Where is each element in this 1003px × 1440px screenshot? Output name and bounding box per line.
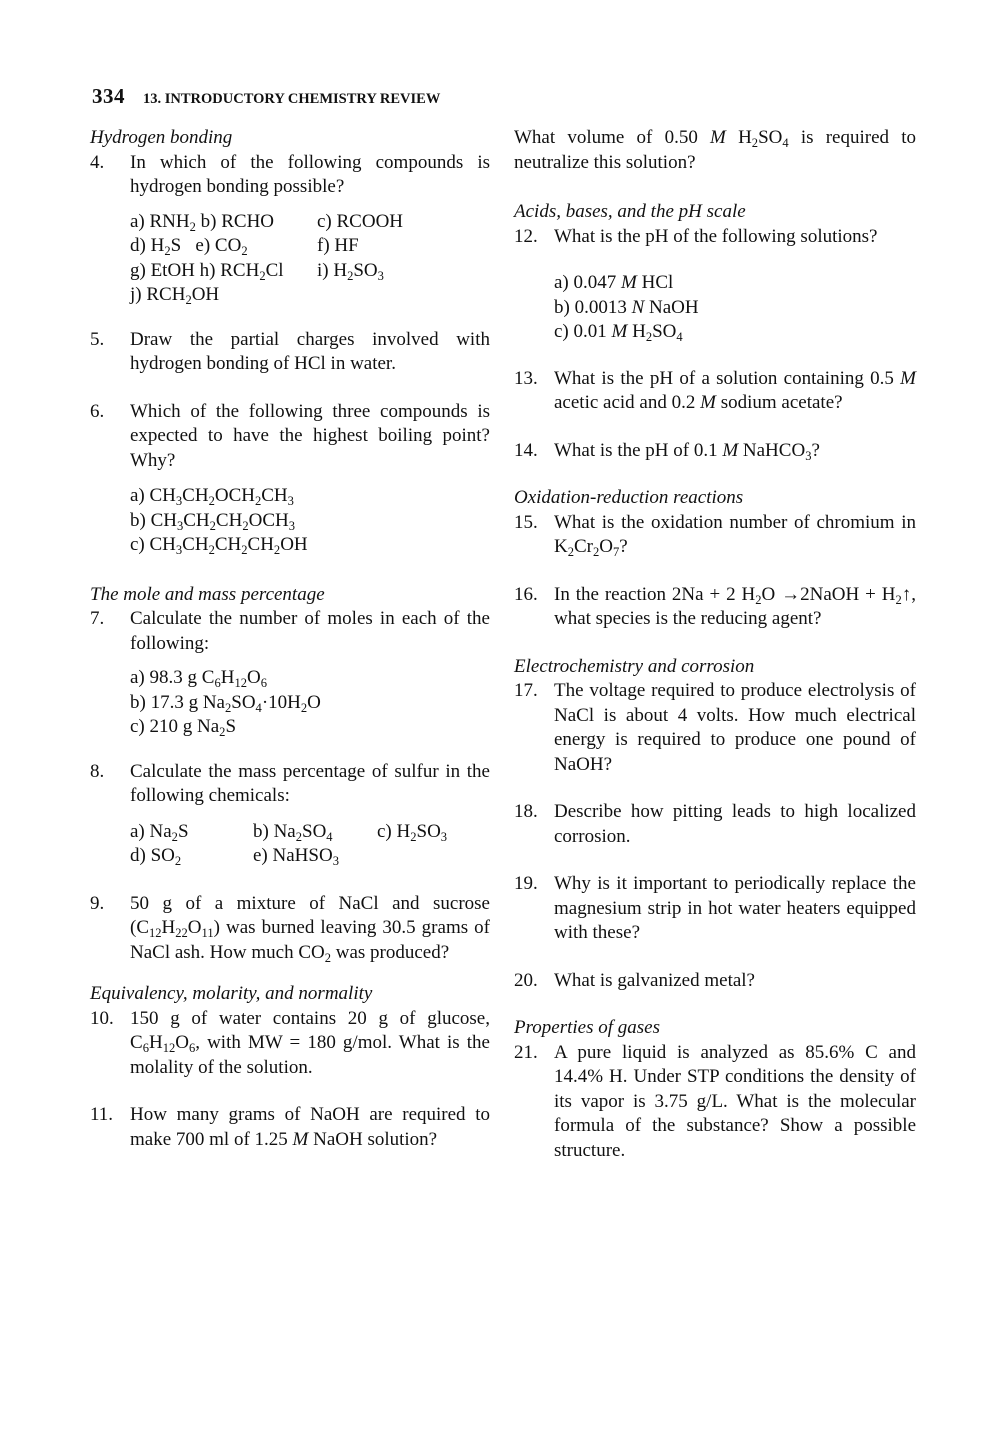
section-heading: Hydrogen bonding <box>90 127 233 148</box>
question-7-options: a) 98.3 g $C_6H_{12}O_6$ b) 17.3 g $Na_2SO_4\cdot 10H_2O$ c) 210 g $Na_2S$ <box>130 667 321 739</box>
question-text: What is the pH of the following solutions? <box>554 225 878 247</box>
question-15: 15. What is the oxidation number of chromium in $K_2Cr_2O_7$? <box>514 511 916 559</box>
question-text: What is the pH of a solution containing 0.5 M acetic acid and 0.2 M sodium acetate? <box>554 367 916 413</box>
question-text: A pure liquid is analyzed as 85.6% C and 14.4% H. Under STP conditions the density of its vapor is 3.75 g/L. What is the molecular formula of the substance? Show a possible structure. <box>554 1041 916 1161</box>
section-heading: Acids, bases, and the pH scale <box>514 201 746 222</box>
question-11: 11. How many grams of NaOH are required to make 700 ml of 1.25 M NaOH solution? <box>90 1104 490 1150</box>
section-heading: The mole and mass percentage <box>90 583 325 605</box>
question-13: 13. What is the pH of a solution containing 0.5 M acetic acid and 0.2 M sodium acetate? <box>514 367 916 413</box>
question-5: 5. Draw the partial charges involved with hydrogen bonding of HCl in water. <box>90 328 490 374</box>
question-text: How many grams of NaOH are required to make 700 ml of 1.25 M NaOH solution? <box>130 1104 490 1150</box>
question-8: 8. Calculate the mass percentage of sulfur in the following chemicals: <box>90 760 490 806</box>
question-text: Describe how pitting leads to high localized corrosion. <box>554 801 916 847</box>
question-6-options: a) $CH_3CH_2OCH_2CH_3$ b) $CH_3CH_2CH_2OCH_3$ c) $CH_3CH_2CH_2CH_2OH$ <box>130 485 308 557</box>
question-19: 19. Why is it important to periodically replace the magnesium strip in hot water heaters equipped with these? <box>514 873 916 943</box>
left-column <box>90 126 490 1152</box>
question-text: What is the oxidation number of chromium in $K_2Cr_2O_7$? <box>554 511 916 559</box>
question-11-continued: What volume of 0.50 M $H_2SO_4$ is required to neutralize this solution? <box>514 127 916 173</box>
question-4-options: a) $RNH_2$ b) RCHO c) RCOOH d) $H_2S$ e) $CO_2$ f) HF g) EtOH h) $RCH_2Cl$ i) $H_2SO_3$ j) $RCH_2OH$ <box>130 210 404 307</box>
question-6: 6. Which of the following three compounds is expected to have the highest boiling point? Why? <box>90 400 490 471</box>
question-text: What is the pH of 0.1 M NaHCO$_3$? <box>554 439 820 463</box>
question-16: 16. In the reaction 2Na + 2 $H_2O$ →2NaOH + $H_2↑$, what species is the reducing agent? <box>514 583 916 629</box>
question-text: In which of the following compounds is hydrogen bonding possible? <box>130 151 490 197</box>
right-column <box>514 126 916 1163</box>
section-heading: Properties of gases <box>514 1017 661 1038</box>
section-heading: Equivalency, molarity, and normality <box>90 983 373 1004</box>
section-heading: Electrochemistry and corrosion <box>514 655 755 677</box>
question-text: What is galvanized metal? <box>554 969 755 991</box>
question-text: Calculate the number of moles in each of the following: <box>130 608 490 654</box>
page-header <box>92 84 440 109</box>
question-14: 14. What is the pH of 0.1 M NaHCO$_3$? <box>514 439 820 463</box>
question-10: 10. 150 g of water contains 20 g of glucose, $C_6H_{12}O_6$, with MW = 180 g/mol. What is the molality of the solution. <box>90 1007 490 1078</box>
question-text: Why is it important to periodically replace the magnesium strip in hot water heaters equipped with these? <box>554 873 916 943</box>
question-17: 17. The voltage required to produce electrolysis of NaCl is about 4 volts. How much electrical energy is required to produce one pound of NaOH? <box>514 680 916 775</box>
question-7: 7. Calculate the number of moles in each of the following: <box>90 608 490 654</box>
question-18: 18. Describe how pitting leads to high localized corrosion. <box>514 801 916 847</box>
question-text: In the reaction 2Na + 2 $H_2O$ →2NaOH + $H_2↑$, what species is the reducing agent? <box>554 583 916 629</box>
question-text: Which of the following three compounds is expected to have the highest boiling point? Why? <box>130 400 490 471</box>
question-8-options: a) $Na_2S$ b) $Na_2SO_4$ c) $H_2SO_3$ d) $SO_2$ e) NaHSO$_3$ <box>130 820 448 868</box>
section-heading: Oxidation-reduction reactions <box>514 487 744 508</box>
question-text: The voltage required to produce electrolysis of NaCl is about 4 volts. How much electrical energy is required to produce one pound of NaOH? <box>554 680 916 775</box>
question-text: Draw the partial charges involved with hydrogen bonding of HCl in water. <box>130 328 490 374</box>
page-number: 334 <box>92 84 125 108</box>
question-text: 150 g of water contains 20 g of glucose, $C_6H_{12}O_6$, with MW = 180 g/mol. What is the molality of the solution. <box>130 1007 490 1078</box>
question-4: 4. In which of the following compounds is hydrogen bonding possible? <box>90 151 490 197</box>
question-12-options: a) 0.047 M HCl b) 0.0013 N NaOH c) 0.01 M $H_2SO_4$ <box>554 272 699 344</box>
question-21: 21. A pure liquid is analyzed as 85.6% C and 14.4% H. Under STP conditions the density of its vapor is 3.75 g/L. What is the molecular formula of the substance? Show a possible structure. <box>514 1041 916 1161</box>
question-20: 20. What is galvanized metal? <box>514 969 755 991</box>
running-title: 13. INTRODUCTORY CHEMISTRY REVIEW <box>143 91 441 107</box>
question-9: 9. 50 g of a mixture of NaCl and sucrose $(C_{12}H_{22}O_{11})$ was burned leaving 30.5 grams of NaCl ash. How much $CO_2$ was produced? <box>90 892 490 965</box>
question-text: Calculate the mass percentage of sulfur in the following chemicals: <box>130 760 490 806</box>
question-text: 50 g of a mixture of NaCl and sucrose $(C_{12}H_{22}O_{11})$ was burned leaving 30.5 grams of NaCl ash. How much $CO_2$ was produced? <box>130 892 490 965</box>
question-12: 12. What is the pH of the following solutions? <box>514 225 878 247</box>
